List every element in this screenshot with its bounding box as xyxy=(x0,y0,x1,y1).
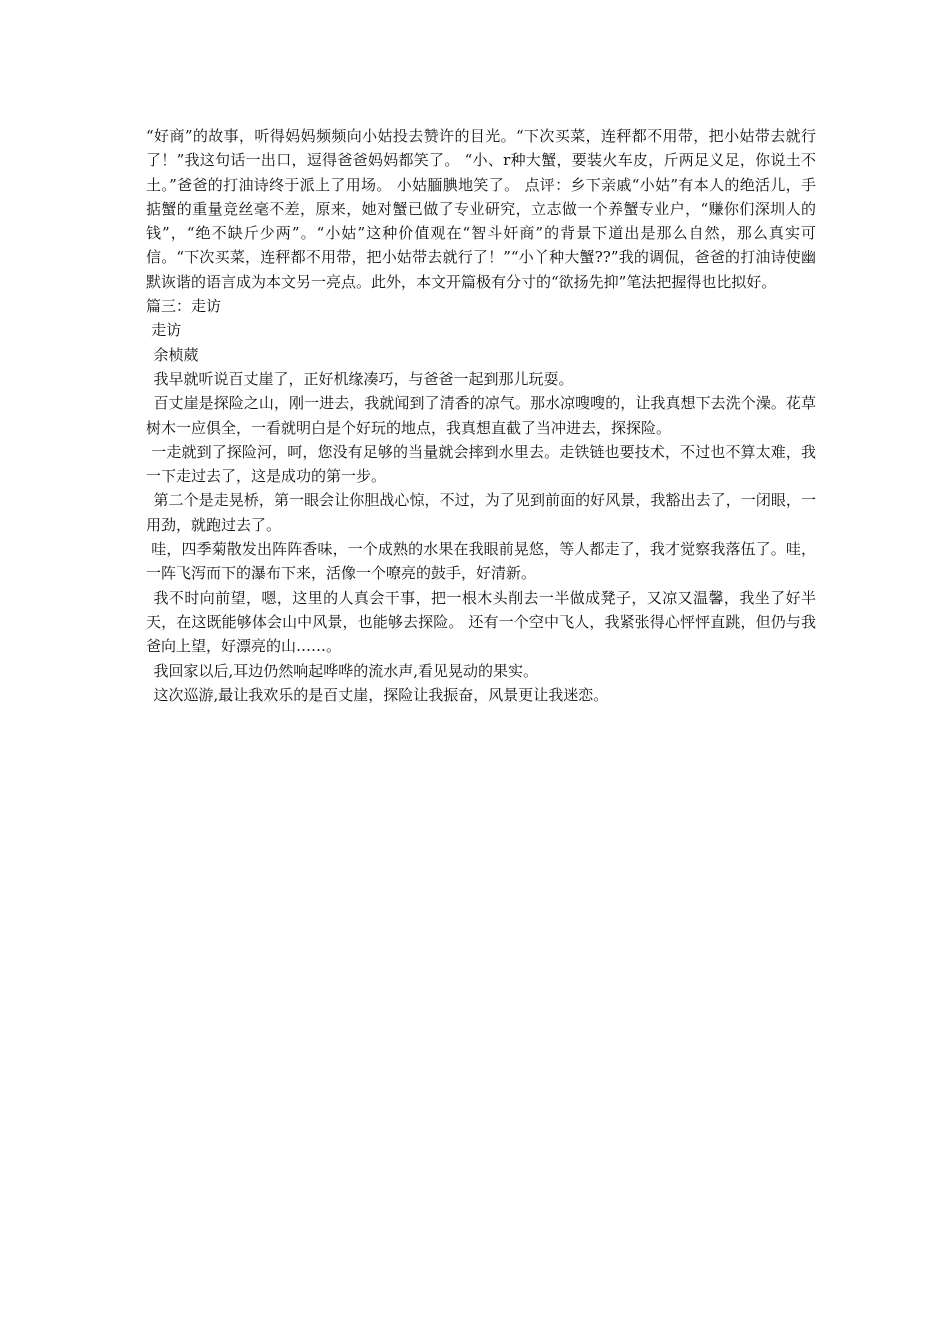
paragraph-mountain: 百丈崖是探险之山，刚一进去，我就闻到了清香的凉气。那水凉嗖嗖的，让我真想下去洗个澡。花草树木一应俱全，一看就明白是个好玩的地点，我真想直截了当冲进去，探探险。 xyxy=(146,394,816,437)
section-heading: 篇三：走访 xyxy=(146,297,222,316)
document-page xyxy=(146,124,816,707)
paragraph-home: 我回家以后,耳边仍然响起哗哗的流水声,看见晃动的果实。 xyxy=(153,661,539,680)
essay-author: 余桢葳 xyxy=(153,345,199,364)
paragraph-bridge: 第二个是走晃桥，第一眼会让你胆战心惊，不过，为了见到前面的好风景，我豁出去了，一闭眼，一用劲，就跑过去了。 xyxy=(146,491,816,534)
paragraph-river: 一走就到了探险河，呵，您没有足够的当量就会摔到水里去。走铁链也要技术，不过也不算太难，我一下走过去了，这是成功的第一步。 xyxy=(146,442,816,486)
paragraph-intro: 我早就听说百丈崖了，正好机缘凑巧，与爸爸一起到那儿玩耍。 xyxy=(153,369,574,388)
paragraph-bench: 我不时向前望，嗯，这里的人真会干事，把一根木头削去一半做成凳子，又凉又温馨，我坐了好半天，在这既能够体会山中风景，也能够去探险。 还有一个空中飞人，我紧张得心怦怦直跳，但仍与我爸向上望，好漂亮的山……。 xyxy=(146,588,816,656)
paragraph-review: “好商”的故事，听得妈妈频频向小姑投去赞许的目光。“下次买菜，连秤都不用带，把小姑带去就行了！”我这句话一出口，逗得爸爸妈妈都笑了。 “小、r种大蟹，要装火车皮，斤两足义足，你说土不土。”爸爸的打油诗终于派上了用场。 小姑腼腆地笑了。 点评：乡下亲戚“小姑”有本人的绝活儿，手掂蟹的重量竞丝毫不差，原来，她对蟹已做了专业研究，立志做一个养蟹专业户，“赚你们深圳人的钱”，“绝不缺斤少两”。“小姑”这种价值观在“智斗奸商”的背景下道出是那么自然，那么真实可信。“下次买菜，连秤都不用带，把小姑带去就行了！”“小丫种大蟹??”我的调侃，爸爸的打油诗使幽默诙谐的语言成为本文另一亮点。此外，本文开篇极有分寸的“欲扬先抑”笔法把握得也比拟好。 xyxy=(146,127,816,291)
paragraph-conclusion: 这次巡游,最让我欢乐的是百丈崖，探险让我振奋，风景更让我迷恋。 xyxy=(153,685,609,704)
paragraph-waterfall: 哇，四季菊散发出阵阵香味，一个成熟的水果在我眼前晃悠，等人都走了，我才觉察我落伍了。哇，一阵飞泻而下的瀑布下来，活像一个嘹亮的鼓手，好清新。 xyxy=(146,540,816,583)
essay-title: 走访 xyxy=(151,321,182,340)
